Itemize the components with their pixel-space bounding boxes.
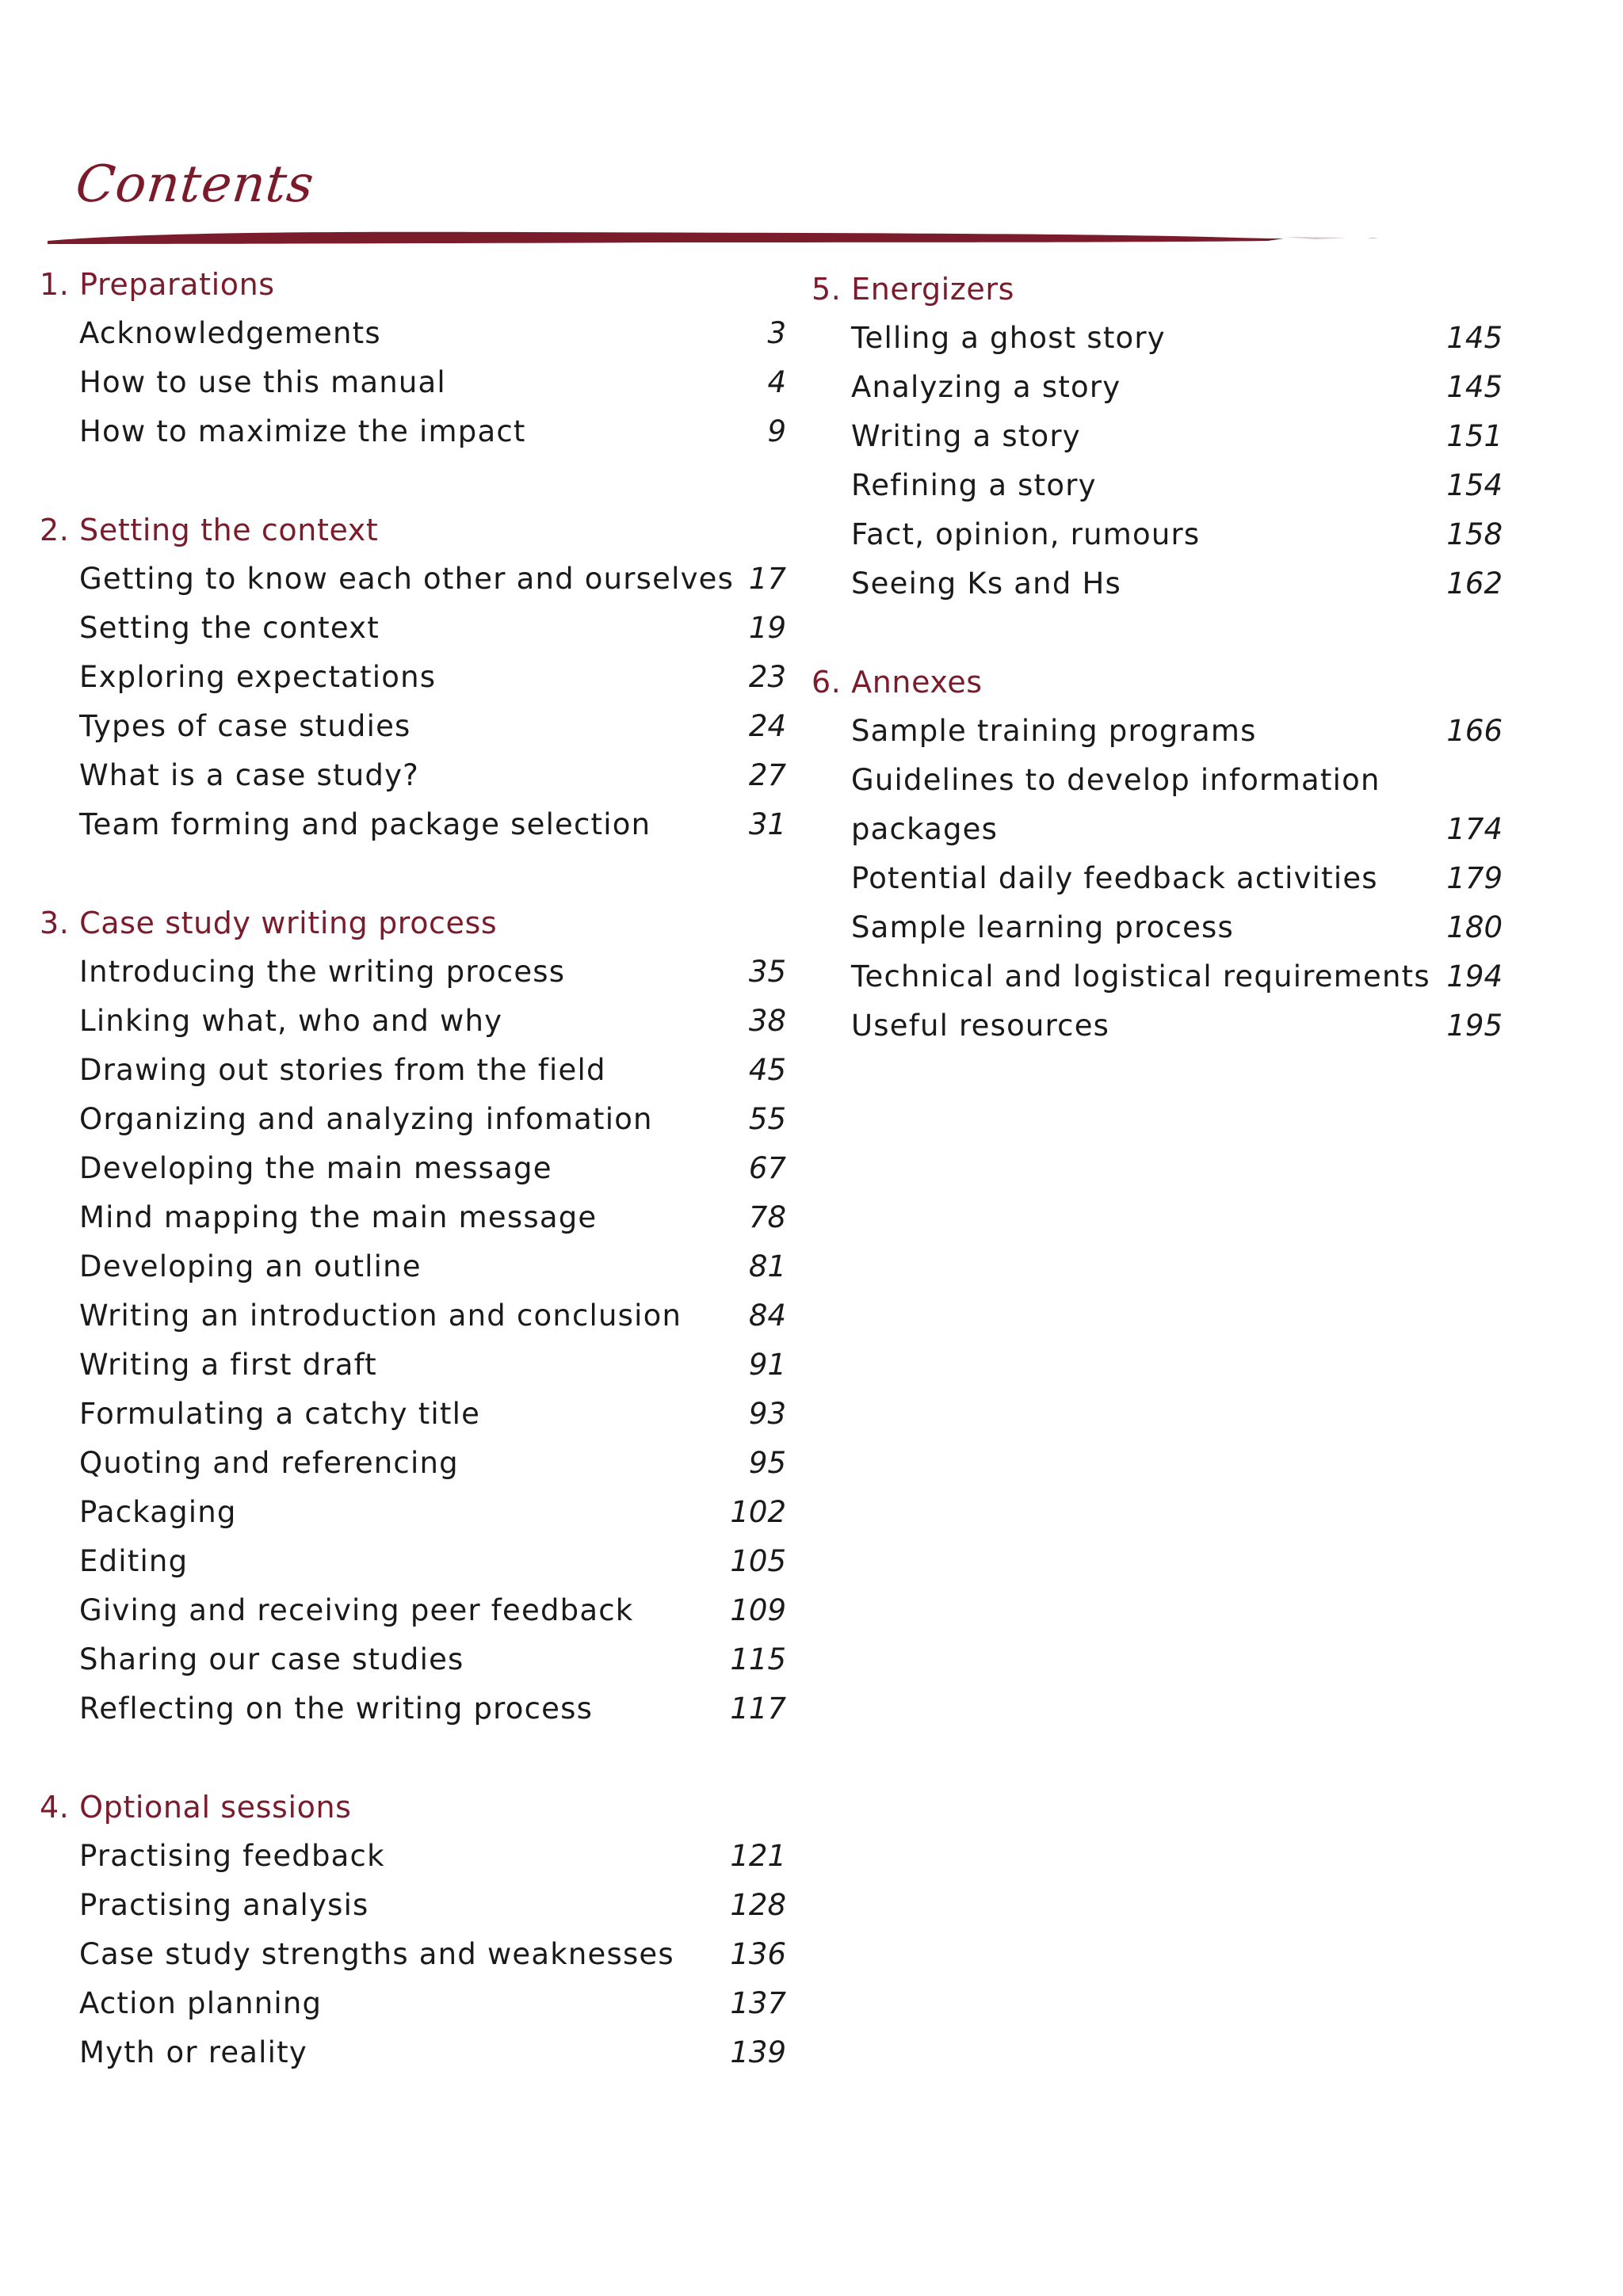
toc-entry[interactable] [40, 1341, 786, 1390]
entry-title: Getting to know each other and ourselves [79, 562, 735, 596]
entry-title: Mind mapping the main message [79, 1200, 598, 1234]
entry-page-number: 105 [730, 1544, 786, 1578]
entry-page-number: 136 [730, 1937, 786, 1971]
entry-title: Technical and logistical requirements [851, 959, 1430, 994]
toc-entry[interactable] [812, 363, 1503, 412]
toc-entry[interactable] [40, 751, 786, 800]
entry-title: Analyzing a story [851, 370, 1121, 404]
entry-title: Action planning [79, 1986, 323, 2020]
toc-entry[interactable] [812, 903, 1503, 952]
entry-page-number: 102 [730, 1495, 786, 1529]
toc-entry[interactable] [812, 854, 1503, 903]
toc-entry[interactable] [812, 314, 1503, 363]
entry-title: Acknowledgements [79, 316, 381, 350]
entry-title: Seeing Ks and Hs [851, 566, 1121, 601]
entry-title: Setting the context [79, 611, 380, 645]
section-title: 1. Preparations [40, 267, 275, 302]
entry-title: Linking what, who and why [79, 1004, 503, 1038]
toc-entry[interactable] [40, 309, 786, 358]
toc-entry[interactable] [40, 1586, 786, 1635]
toc-entry[interactable] [812, 1001, 1503, 1051]
entry-page-number: 117 [730, 1691, 786, 1726]
toc-entry[interactable] [40, 1635, 786, 1684]
entry-page-number: 55 [748, 1102, 786, 1136]
entry-title: packages [851, 812, 999, 846]
entry-title: Writing an introduction and conclusion [79, 1299, 682, 1333]
toc-section-setting-the-context [40, 505, 786, 849]
toc-entry[interactable] [40, 1832, 786, 1881]
entry-page-number: 145 [1446, 321, 1503, 355]
entry-title: Potential daily feedback activities [851, 861, 1378, 895]
entry-page-number: 17 [748, 562, 786, 596]
toc-entry[interactable] [40, 407, 786, 456]
entry-title: Packaging [79, 1495, 237, 1529]
entry-page-number: 174 [1446, 812, 1503, 846]
entry-page-number: 137 [730, 1986, 786, 2020]
entry-page-number: 179 [1446, 861, 1503, 895]
entry-title: Organizing and analyzing infomation [79, 1102, 653, 1136]
toc-entry[interactable] [40, 653, 786, 702]
toc-column-right [812, 265, 1503, 1100]
entry-title: Practising feedback [79, 1839, 385, 1873]
entry-page-number: 23 [748, 660, 786, 694]
entry-page-number: 84 [748, 1299, 786, 1333]
entry-title: Sharing our case studies [79, 1642, 464, 1676]
entry-page-number: 27 [748, 758, 786, 792]
entry-title: Refining a story [851, 468, 1097, 502]
entry-page-number: 195 [1446, 1009, 1503, 1043]
toc-entry[interactable] [40, 1390, 786, 1439]
entry-title: Developing an outline [79, 1249, 422, 1283]
toc-entry[interactable] [40, 1684, 786, 1733]
entry-page-number: 9 [767, 414, 786, 448]
section-title: 4. Optional sessions [40, 1790, 352, 1825]
toc-entry[interactable] [812, 756, 1503, 805]
entry-page-number: 139 [730, 2035, 786, 2069]
toc-entry[interactable] [812, 952, 1503, 1001]
entry-title: Types of case studies [79, 709, 411, 743]
entry-page-number: 4 [767, 365, 786, 399]
entry-title: Case study strengths and weaknesses [79, 1937, 674, 1971]
entry-title: Guidelines to develop information [851, 763, 1381, 797]
entry-page-number: 151 [1446, 419, 1503, 453]
toc-entry[interactable] [40, 555, 786, 604]
entry-page-number: 95 [748, 1446, 786, 1480]
toc-entry[interactable] [40, 1046, 786, 1095]
entry-page-number: 31 [748, 807, 786, 841]
brush-stroke-divider [48, 225, 1379, 247]
toc-entry[interactable] [40, 997, 786, 1046]
entry-title: Giving and receiving peer feedback [79, 1593, 634, 1627]
entry-page-number: 154 [1446, 468, 1503, 502]
entry-page-number: 78 [748, 1200, 786, 1234]
entry-page-number: 128 [730, 1888, 786, 1922]
toc-entry[interactable] [812, 559, 1503, 608]
entry-page-number: 19 [748, 611, 786, 645]
toc-entry[interactable] [40, 2028, 786, 2077]
section-title: 3. Case study writing process [40, 906, 498, 940]
entry-page-number: 194 [1446, 959, 1503, 994]
toc-entry[interactable] [812, 707, 1503, 756]
entry-title: Exploring expectations [79, 660, 437, 694]
toc-entry[interactable] [40, 1979, 786, 2028]
toc-entry[interactable] [40, 358, 786, 407]
entry-title: Writing a story [851, 419, 1081, 453]
entry-page-number: 109 [730, 1593, 786, 1627]
entry-page-number: 67 [748, 1151, 786, 1185]
toc-entry[interactable] [40, 604, 786, 653]
page-title: Contents [73, 155, 317, 214]
entry-title: Myth or reality [79, 2035, 307, 2069]
toc-entry[interactable] [812, 805, 1503, 854]
entry-title: Telling a ghost story [851, 321, 1166, 355]
entry-title: Useful resources [851, 1009, 1110, 1043]
section-title: 5. Energizers [812, 272, 1014, 307]
entry-page-number: 3 [767, 316, 786, 350]
entry-page-number: 81 [748, 1249, 786, 1283]
section-title: 6. Annexes [812, 665, 983, 700]
entry-title: Sample learning process [851, 910, 1234, 944]
toc-entry[interactable] [40, 1095, 786, 1144]
entry-title: Fact, opinion, rumours [851, 517, 1201, 551]
entry-page-number: 93 [748, 1397, 786, 1431]
toc-entry[interactable] [40, 1242, 786, 1291]
entry-page-number: 180 [1446, 910, 1503, 944]
entry-page-number: 38 [748, 1004, 786, 1038]
entry-title: Team forming and package selection [79, 807, 651, 841]
toc-section-optional-sessions [40, 1783, 786, 2077]
entry-page-number: 145 [1446, 370, 1503, 404]
toc-entry[interactable] [40, 1193, 786, 1242]
entry-page-number: 158 [1446, 517, 1503, 551]
entry-page-number: 24 [748, 709, 786, 743]
toc-entry[interactable] [40, 800, 786, 849]
entry-page-number: 121 [730, 1839, 786, 1873]
entry-title: Sample training programs [851, 714, 1257, 748]
entry-title: How to use this manual [79, 365, 446, 399]
entry-page-number: 35 [748, 955, 786, 989]
entry-page-number: 115 [730, 1642, 786, 1676]
toc-entry[interactable] [40, 1144, 786, 1193]
toc-section-preparations [40, 260, 786, 456]
toc-section-annexes [812, 658, 1503, 1051]
entry-title: Practising analysis [79, 1888, 369, 1922]
toc-entry[interactable] [40, 702, 786, 751]
entry-page-number: 162 [1446, 566, 1503, 601]
entry-page-number: 166 [1446, 714, 1503, 748]
toc-column-left [40, 260, 786, 2126]
entry-page-number: 91 [748, 1348, 786, 1382]
entry-title: Writing a first draft [79, 1348, 377, 1382]
entry-title: Editing [79, 1544, 189, 1578]
toc-entry[interactable] [812, 510, 1503, 559]
toc-section-energizers [812, 265, 1503, 608]
entry-title: How to maximize the impact [79, 414, 526, 448]
toc-entry[interactable] [40, 948, 786, 997]
toc-entry[interactable] [40, 1291, 786, 1341]
toc-entry[interactable] [40, 1537, 786, 1586]
entry-title: Drawing out stories from the field [79, 1053, 606, 1087]
entry-title: Developing the main message [79, 1151, 552, 1185]
entry-title: Reflecting on the writing process [79, 1691, 594, 1726]
toc-entry[interactable] [40, 1439, 786, 1488]
entry-title: Formulating a catchy title [79, 1397, 481, 1431]
toc-entry[interactable] [40, 1488, 786, 1537]
toc-entry[interactable] [40, 1881, 786, 1930]
toc-entry[interactable] [812, 461, 1503, 510]
section-title: 2. Setting the context [40, 513, 379, 547]
entry-title: Quoting and referencing [79, 1446, 459, 1480]
toc-section-case-study-writing-process [40, 898, 786, 1733]
entry-title: Introducing the writing process [79, 955, 566, 989]
entry-page-number: 45 [748, 1053, 786, 1087]
entry-title: What is a case study? [79, 758, 420, 792]
toc-entry[interactable] [40, 1930, 786, 1979]
toc-entry[interactable] [812, 412, 1503, 461]
